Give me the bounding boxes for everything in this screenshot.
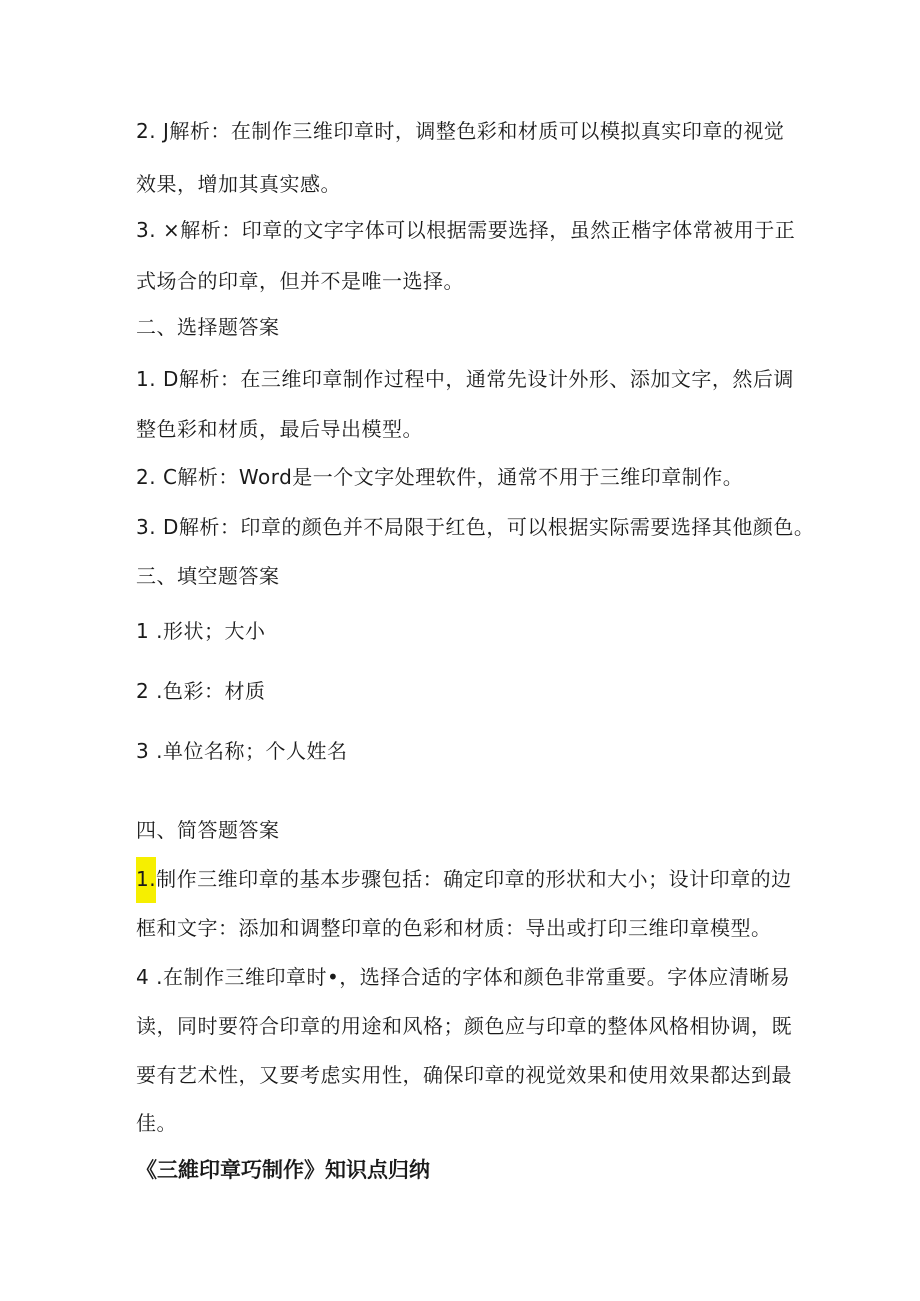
mc-answer-2: 2. C解析：Word是一个文字处理软件，通常不用于三维印章制作。 [136, 465, 744, 489]
fill-blank-answer-3: 3 .单位名称；个人姓名 [136, 739, 348, 763]
tf-answer-2-line-2: 效果，增加其真实感。 [136, 172, 341, 196]
short-answer-2-line-4: 佳。 [136, 1111, 177, 1135]
short-answer-1-line-1 [136, 866, 792, 892]
short-answer-2-line-2: 读，同时要符合印章的用途和风格；颜色应与印章的整体风格相协调，既 [136, 1014, 792, 1038]
tf-answer-2-line-1: 2. J解析：在制作三维印章时，调整色彩和材质可以模拟真实印章的视觉 [136, 119, 785, 143]
tf-answer-3-line-2: 式场合的印章，但并不是唯一选择。 [136, 269, 464, 293]
section-title-knowledge-summary: 《三維印章巧制作》知识点归纳 [136, 1158, 430, 1182]
section-heading-choice: 二、选择题答案 [136, 315, 280, 339]
short-answer-1-line-1-text: 制作三维印章的基本步骤包括：确定印章的形状和大小；设计印章的边 [156, 867, 792, 891]
mc-answer-1-line-2: 整色彩和材质，最后导出模型。 [136, 417, 423, 441]
mc-answer-1-line-1: 1. D解析：在三维印章制作过程中，通常先设计外形、添加文字，然后调 [136, 367, 794, 391]
short-answer-1-line-2: 框和文字：添加和调整印章的色彩和材质：导出或打印三维印章模型。 [136, 916, 772, 940]
highlight-mark: 1. [136, 857, 156, 903]
mc-answer-3: 3. D解析：印章的颜色并不局限于红色，可以根据实际需要选择其他颜色。 [136, 515, 815, 539]
section-heading-short-answer: 四、简答题答案 [136, 818, 280, 842]
fill-blank-answer-1: 1 .形状；大小 [136, 619, 266, 643]
short-answer-2-line-1: 4 .在制作三维印章时•，选择合适的字体和颜色非常重要。字体应清晰易 [136, 965, 791, 989]
section-heading-fill-blank: 三、填空题答案 [136, 564, 280, 588]
short-answer-2-line-3: 要有艺术性，又要考虑实用性，确保印章的视觉效果和使用效果都达到最 [136, 1063, 792, 1087]
fill-blank-answer-2: 2 .色彩：材质 [136, 679, 266, 703]
tf-answer-3-line-1: 3. ×解析：印章的文字字体可以根据需要选择，虽然正楷字体常被用于正 [136, 218, 796, 242]
